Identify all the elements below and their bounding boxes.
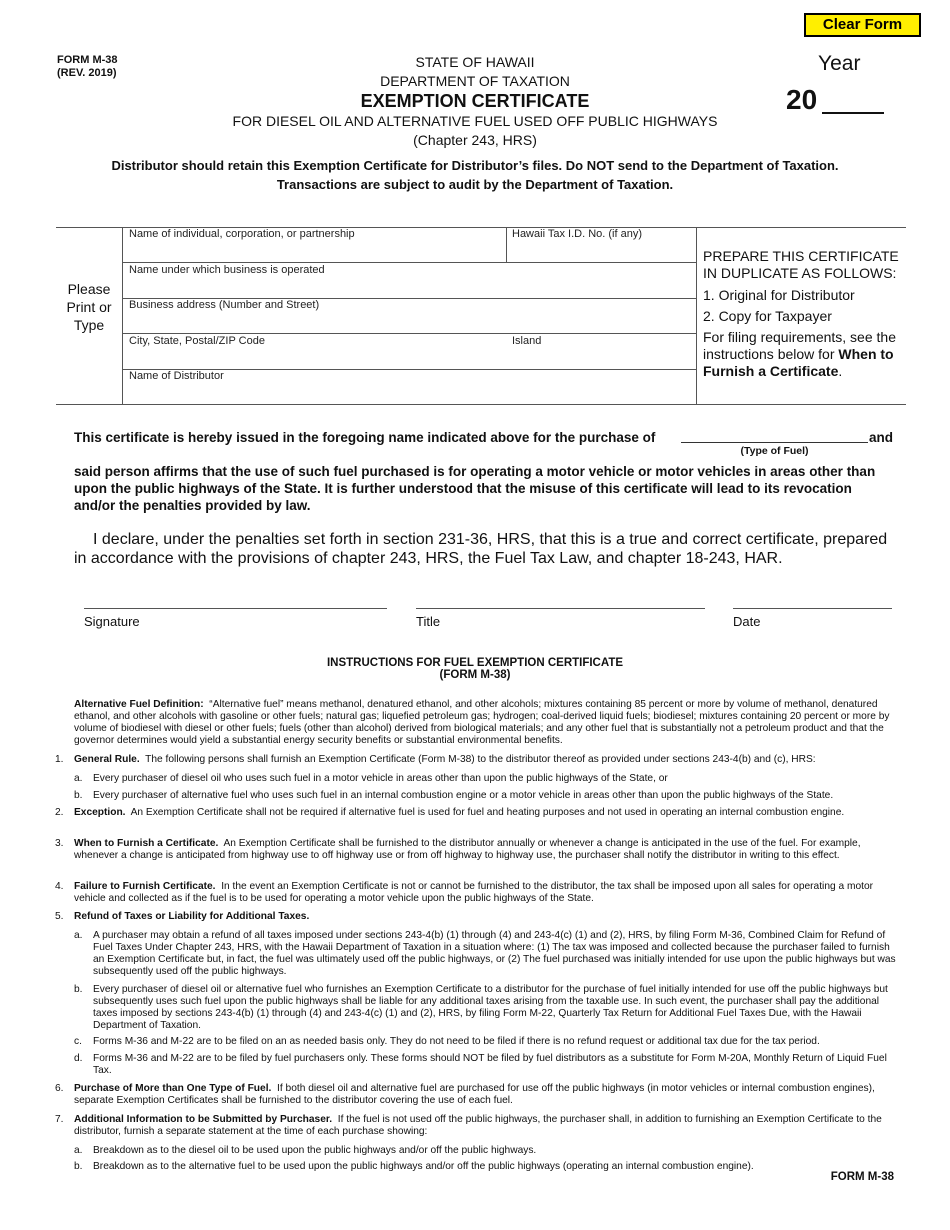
sub-text: Breakdown as to the diesel oil to be used upon the public highways and/or off the public highways. <box>93 1145 537 1156</box>
prepare-heading: PREPARE THIS CERTIFICATE IN DUPLICATE AS FOLLOWS: <box>703 248 899 281</box>
form-number: FORM M-38 <box>57 54 118 66</box>
box-bottom-border <box>56 404 906 405</box>
title-field[interactable] <box>416 608 705 609</box>
sub-letter: a. <box>74 773 83 784</box>
sub-item <box>74 1036 896 1048</box>
sub-text: Breakdown as to the alternative fuel to be used upon the public highways and/or off the public highways (operating an internal combustion engine). <box>93 1161 754 1172</box>
subtitle: FOR DIESEL OIL AND ALTERNATIVE FUEL USED OFF PUBLIC HIGHWAYS <box>232 113 718 129</box>
item-text: The following persons shall furnish an Exemption Certificate (Form M-38) to the distributor thereof as provided under sections 243-4(b) and (c), HRS: <box>145 754 816 765</box>
item-number: 7. <box>55 1114 64 1125</box>
sub-item <box>74 1161 804 1173</box>
prepare-instructions <box>703 248 903 384</box>
year-label: Year <box>818 52 861 75</box>
sub-item <box>74 773 896 785</box>
item-heading: Purchase of More than One Type of Fuel. <box>74 1083 272 1094</box>
item-number: 4. <box>55 881 64 892</box>
item-text: An Exemption Certificate shall be furnished to the distributor annually or whenever a change is anticipated in the use of the fuel. For example, whenever a change is anticipated from highway use to off highway use or from off highway to highway use, the purchaser shall notify the distributor in writing to this effect. <box>74 838 861 861</box>
declaration-text: I declare, under the penalties set forth in section 231-36, HRS, that this is a true and correct certificate, prepared in accordance with the provisions of chapter 243, HRS, the Fuel Tax Law, and chapter 18-243, HAR. <box>74 531 888 567</box>
sub-item <box>74 984 896 1032</box>
certificate-and: and <box>869 430 894 445</box>
print-or-type-label <box>56 280 122 334</box>
item-number: 3. <box>55 838 64 849</box>
distributor-label: Name of Distributor <box>129 370 224 382</box>
instruction-item <box>55 1083 896 1107</box>
clear-form-button[interactable]: Clear Form <box>804 13 921 37</box>
chapter-ref: (Chapter 243, HRS) <box>413 132 537 148</box>
prepare-item-original: 1. Original for Distributor <box>703 287 855 303</box>
department-name: DEPARTMENT OF TAXATION <box>380 73 570 89</box>
side-label-line: Print or <box>66 299 112 315</box>
fuel-type-field[interactable] <box>681 442 868 443</box>
box-right-divider <box>696 227 697 404</box>
city-field[interactable] <box>124 349 504 368</box>
filing-link-text: When to Furnish a Certificate <box>703 346 894 379</box>
sub-text: Every purchaser of alternative fuel who uses such fuel in an internal combustion engine or a motor vehicle in areas other than upon the public highways of the State. <box>93 790 834 801</box>
box-left-divider <box>122 227 123 404</box>
tax-id-field-label: Hawaii Tax I.D. No. (if any) <box>512 228 643 240</box>
year-input[interactable] <box>822 112 884 114</box>
sub-text: Forms M-36 and M-22 are to be filed on an as needed basis only. They do not need to be filed if there is no refund request or additional tax due for the tax period. <box>93 1036 820 1047</box>
alt-fuel-text: “Alternative fuel” means methanol, denatured ethanol, and other alcohols; mixtures containing 85 percent or more by volume of methanol, denatured ethanol, and other alcohols with gasoline or other fuels; natural gas; liquefied petroleum gas; hydrogen; coal-derived liquid fuels; biodiesel; mixtures containing 20 percent or more by volume of biodiesel with diesel or other fuels; fuels (other than alcohol) derived from biological materials; and any other fuel that is substantially not a petroleum product and that the governor determines would yield a substantial energy security benefits or substantial environmental benefits. <box>74 699 890 746</box>
sub-letter: a. <box>74 930 83 941</box>
item-number: 1. <box>55 754 64 765</box>
signature-field[interactable] <box>84 608 387 609</box>
instruction-item <box>55 911 896 923</box>
date-label: Date <box>733 614 761 629</box>
taxid-divider <box>506 227 507 263</box>
city-label: City, State, Postal/ZIP Code <box>129 335 265 347</box>
filing-suffix: . <box>838 363 843 379</box>
page-title: EXEMPTION CERTIFICATE <box>360 91 590 111</box>
item-heading: Exception. <box>74 807 126 818</box>
sub-letter: d. <box>74 1053 83 1064</box>
instruction-item <box>55 807 896 819</box>
footer-form-number: FORM M-38 <box>830 1171 894 1183</box>
filing-requirements <box>703 329 903 380</box>
sub-letter: b. <box>74 790 83 801</box>
distributor-field[interactable] <box>124 384 694 403</box>
sub-letter: b. <box>74 1161 83 1172</box>
prepare-item-copy: 2. Copy for Taxpayer <box>703 308 832 324</box>
form-revision: (REV. 2019) <box>57 67 117 79</box>
side-label-line: Please <box>67 281 111 297</box>
item-number: 5. <box>55 911 64 922</box>
sub-text: Forms M-36 and M-22 are to be filed by fuel purchasers only. These forms should NOT be filed by fuel distributors as a substitute for Form M-20A, Monthly Return of Liquid Fuel Tax. <box>93 1053 887 1076</box>
row-divider <box>122 262 696 263</box>
signature-label: Signature <box>84 614 140 629</box>
sub-letter: c. <box>74 1036 82 1047</box>
sub-text: A purchaser may obtain a refund of all taxes imposed under sections 243-4(b) (1) through (4) and 243-4(c) (1) and (2), HRS, by filing Form M-36, Combined Claim for Refund of Fuel Taxes Under Chapter 243, HRS, with the Hawaii Department of Taxation in a situation where: (1) The tax was imposed and collected because the purchaser failed to furnish an Exemption Certificate but, in fact, the fuel was ultimately used off the public highways, or (2) The fuel purchased was initially intended for use upon the public highways but was subsequently used off the public highways. <box>93 930 896 977</box>
fuel-type-label: (Type of Fuel) <box>740 445 809 457</box>
sub-item <box>74 1053 896 1077</box>
item-heading: When to Furnish a Certificate. <box>74 838 219 849</box>
instructions-form: (FORM M-38) <box>439 669 511 681</box>
certificate-statement: This certificate is hereby issued in the foregoing name indicated above for the purchase of <box>74 430 656 445</box>
item-text: If both diesel oil and alternative fuel are purchased for use off the public highways (in motor vehicles or internal combustion engines), separate Exemption Certificates shall be furnished to the distributor covering the use of each fuel. <box>74 1083 875 1106</box>
address-field[interactable] <box>124 313 694 332</box>
sub-item <box>74 1145 896 1157</box>
item-heading: Failure to Furnish Certificate. <box>74 881 216 892</box>
instructions-title: INSTRUCTIONS FOR FUEL EXEMPTION CERTIFICATE <box>326 657 624 669</box>
alt-fuel-definition <box>74 699 896 747</box>
sub-item <box>74 790 896 802</box>
date-field[interactable] <box>733 608 892 609</box>
item-text: If the fuel is not used off the public highways, the purchaser shall, in addition to furnishing an Exemption Certificate to the distributor, furnish a separate statement at the time of each purchase showing: <box>74 1114 882 1137</box>
tax-id-field[interactable] <box>508 242 694 261</box>
state-name: STATE OF HAWAII <box>415 54 535 70</box>
side-label-line: Type <box>73 317 105 333</box>
instruction-item <box>55 1114 896 1138</box>
business-name-field[interactable] <box>124 278 694 297</box>
alt-fuel-heading: Alternative Fuel Definition: <box>74 699 204 710</box>
year-prefix: 20 <box>786 84 818 115</box>
affirmation-text: said person affirms that the use of such fuel purchased is for operating a motor vehicle or motor vehicles in areas other than upon the public highways of the State. It is further understood that the misuse of this certificate will lead to its revocation and/or the penalties provided by law. <box>74 464 876 513</box>
title-label: Title <box>416 614 441 629</box>
filing-text: For filing requirements, see the instructions below for <box>703 329 896 362</box>
instruction-item <box>55 881 896 905</box>
item-number: 2. <box>55 807 64 818</box>
audit-notice: Transactions are subject to audit by the Department of Taxation. <box>276 177 674 192</box>
address-label: Business address (Number and Street) <box>129 299 320 311</box>
item-heading: Refund of Taxes or Liability for Additional Taxes. <box>74 911 310 922</box>
retain-notice: Distributor should retain this Exemption Certificate for Distributor’s files. Do NOT send to the Department of Taxation. <box>111 158 839 173</box>
sub-letter: b. <box>74 984 83 995</box>
item-number: 6. <box>55 1083 64 1094</box>
name-field-label: Name of individual, corporation, or partnership <box>129 228 355 240</box>
island-label: Island <box>512 335 542 347</box>
business-name-label: Name under which business is operated <box>129 264 325 276</box>
sub-text: Every purchaser of diesel oil who uses such fuel in a motor vehicle in areas other than upon the public highways of the State, or <box>93 773 668 784</box>
sub-letter: a. <box>74 1145 83 1156</box>
name-field[interactable] <box>124 242 504 261</box>
sub-item <box>74 930 896 978</box>
item-text: In the event an Exemption Certificate is not or cannot be furnished to the distributor, the tax shall be imposed upon all sales for operating a motor vehicle and collected as if the fuel is to be used for operating a motor vehicle upon the public highways of the State. <box>74 881 874 904</box>
item-text: An Exemption Certificate shall not be required if alternative fuel is used for fuel and heating purposes and not used in operating an internal combustion engine. <box>130 807 845 818</box>
row-divider <box>122 333 696 334</box>
instruction-item <box>55 838 896 862</box>
island-field[interactable] <box>508 349 694 368</box>
item-heading: Additional Information to be Submitted by Purchaser. <box>74 1114 333 1125</box>
instruction-item <box>55 754 896 766</box>
sub-text: Every purchaser of diesel oil or alternative fuel who furnishes an Exemption Certificate to a distributor for the purchase of fuel initially intended for use off the public highways but subsequently uses such fuel upon the public highways shall be liable for any additional taxes arising from the taxable use. In such event, the purchaser shall pay the additional taxes imposed by sections 243-4(b) (1) through (4) and 243-4(c) (1) and (2), HRS, by filing Form M-22, Quarterly Tax Return for Additional Fuel Taxes Due, with the Hawaii Department of Taxation. <box>93 984 888 1031</box>
item-heading: General Rule. <box>74 754 140 765</box>
